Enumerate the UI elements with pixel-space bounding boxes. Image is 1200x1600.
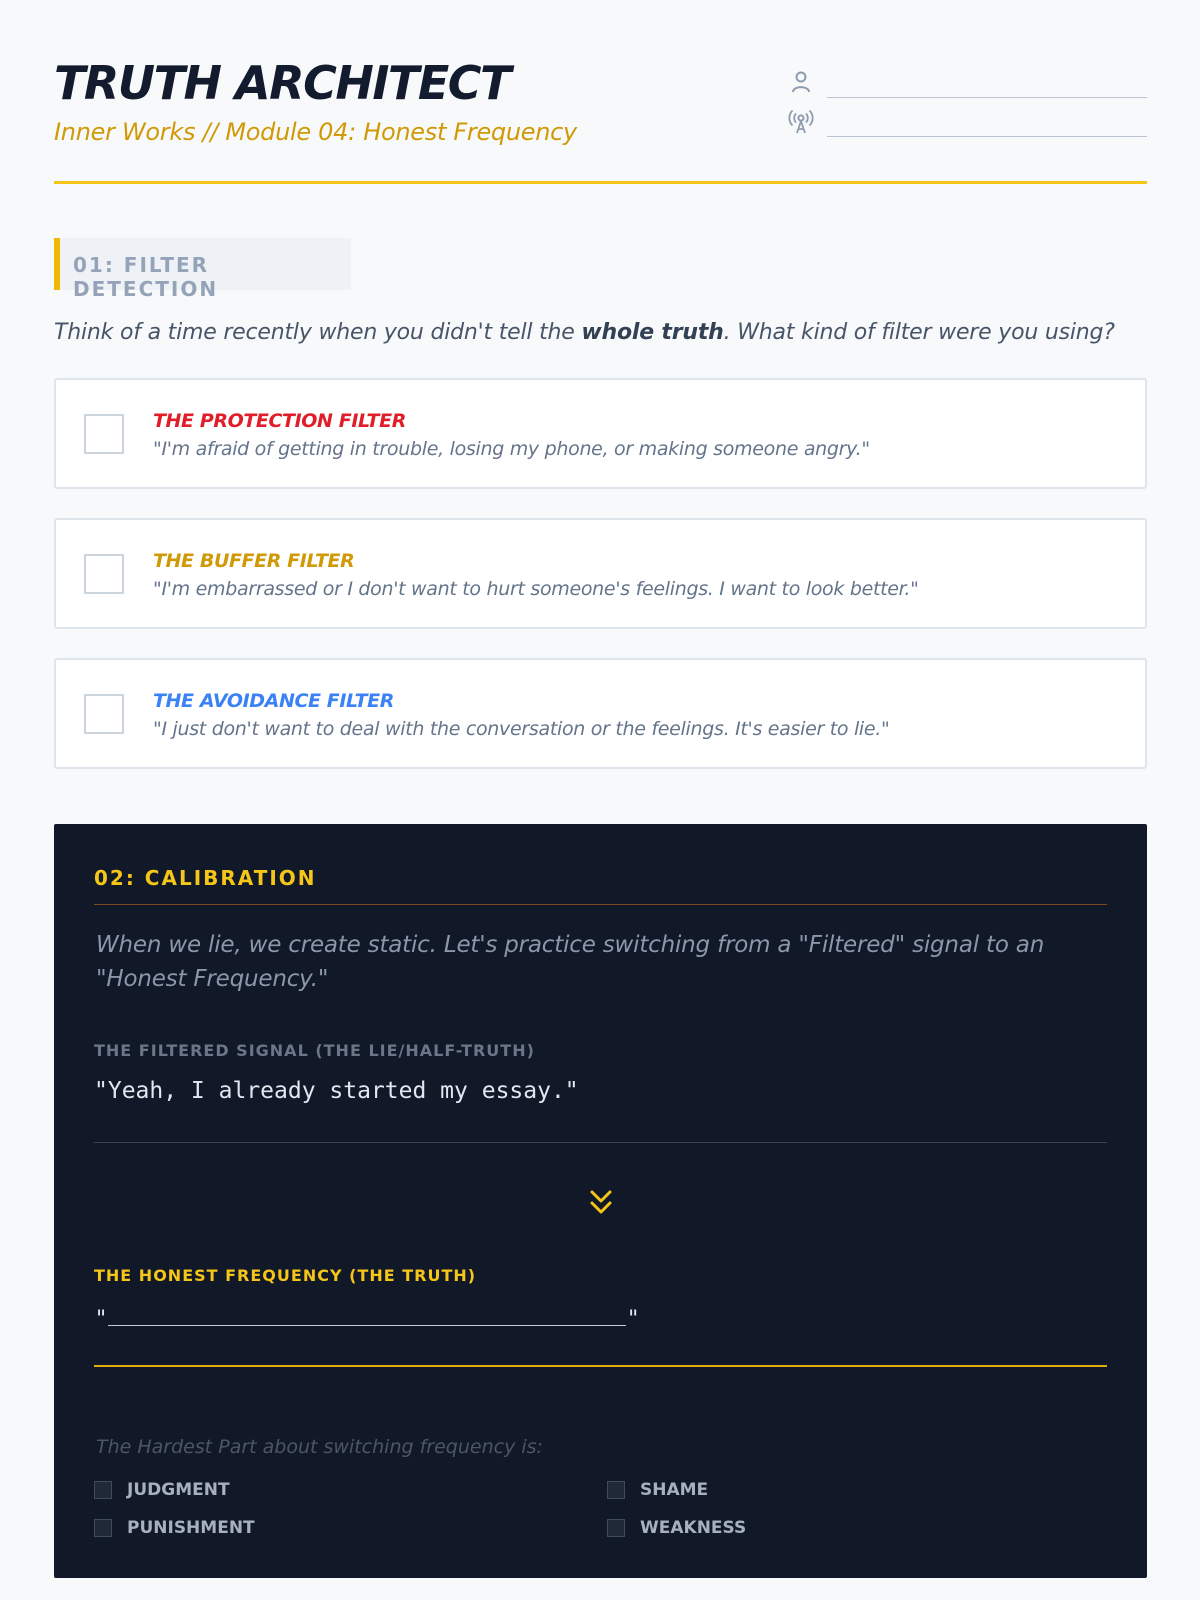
header xyxy=(54,0,1147,184)
option-checkbox[interactable] xyxy=(607,1481,625,1499)
filter-card-buffer xyxy=(54,518,1147,629)
section2-intro: When we lie, we create static. Let's practice switching from a "Filtered" signal to an "Honest Frequency." xyxy=(96,932,1045,992)
option-checkbox[interactable] xyxy=(94,1519,112,1537)
option-label: JUDGMENT xyxy=(127,1480,230,1500)
name-input-line[interactable] xyxy=(827,97,1147,98)
honest-frequency-answer xyxy=(96,1304,638,1332)
option-label: PUNISHMENT xyxy=(127,1518,255,1538)
option-label: SHAME xyxy=(640,1480,709,1500)
section2-title: 02: CALIBRATION xyxy=(94,866,317,890)
filter-description: "I'm afraid of getting in trouble, losing my phone, or making someone angry." xyxy=(153,438,870,460)
broadcast-icon xyxy=(787,107,815,135)
filter-card-protection xyxy=(54,378,1147,489)
option-label: WEAKNESS xyxy=(640,1518,747,1538)
section1-label xyxy=(54,238,351,301)
honest-answer-line[interactable] xyxy=(94,1365,1107,1367)
prompt-bold: whole truth xyxy=(581,320,724,345)
close-quote: " xyxy=(628,1307,639,1332)
signal-field-row xyxy=(787,105,1147,139)
filter-checkbox[interactable] xyxy=(84,414,124,454)
hardest-part-label: The Hardest Part about switching frequency is: xyxy=(96,1436,543,1458)
filter-checkbox[interactable] xyxy=(84,694,124,734)
double-chevron-down-icon xyxy=(589,1188,613,1218)
name-field-row xyxy=(787,66,1147,100)
option-checkbox[interactable] xyxy=(94,1481,112,1499)
filter-card-avoidance xyxy=(54,658,1147,769)
honest-answer-blank[interactable] xyxy=(108,1304,626,1326)
signal-input-line[interactable] xyxy=(827,136,1147,137)
prompt-end: . What kind of filter were you using? xyxy=(723,320,1115,345)
honest-frequency-label: THE HONEST FREQUENCY (THE TRUTH) xyxy=(94,1266,477,1285)
filter-title: THE BUFFER FILTER xyxy=(153,550,355,572)
filter-description: "I'm embarrassed or I don't want to hurt someone's feelings. I want to look better." xyxy=(153,578,919,600)
filter-checkbox[interactable] xyxy=(84,554,124,594)
section1-prompt xyxy=(54,320,1154,345)
filtered-signal-label: THE FILTERED SIGNAL (THE LIE/HALF-TRUTH) xyxy=(94,1041,535,1060)
section1-title: 01: FILTER DETECTION xyxy=(73,253,219,301)
filter-title: THE PROTECTION FILTER xyxy=(153,410,406,432)
calibration-panel xyxy=(54,824,1147,1578)
filter-description: "I just don't want to deal with the conversation or the feelings. It's easier to lie." xyxy=(153,718,890,740)
filtered-divider xyxy=(94,1142,1107,1143)
filter-title: THE AVOIDANCE FILTER xyxy=(153,690,394,712)
page-title: TRUTH ARCHITECT xyxy=(54,56,510,110)
option-checkbox[interactable] xyxy=(607,1519,625,1537)
section2-divider xyxy=(94,904,1107,905)
worksheet-page xyxy=(54,0,1147,1538)
filtered-signal-quote: "Yeah, I already started my essay." xyxy=(94,1078,579,1104)
open-quote: " xyxy=(96,1307,107,1332)
prompt-start: Think of a time recently when you didn't tell the xyxy=(54,320,582,345)
page-subtitle: Inner Works // Module 04: Honest Frequency xyxy=(54,118,577,146)
user-icon xyxy=(787,68,815,96)
